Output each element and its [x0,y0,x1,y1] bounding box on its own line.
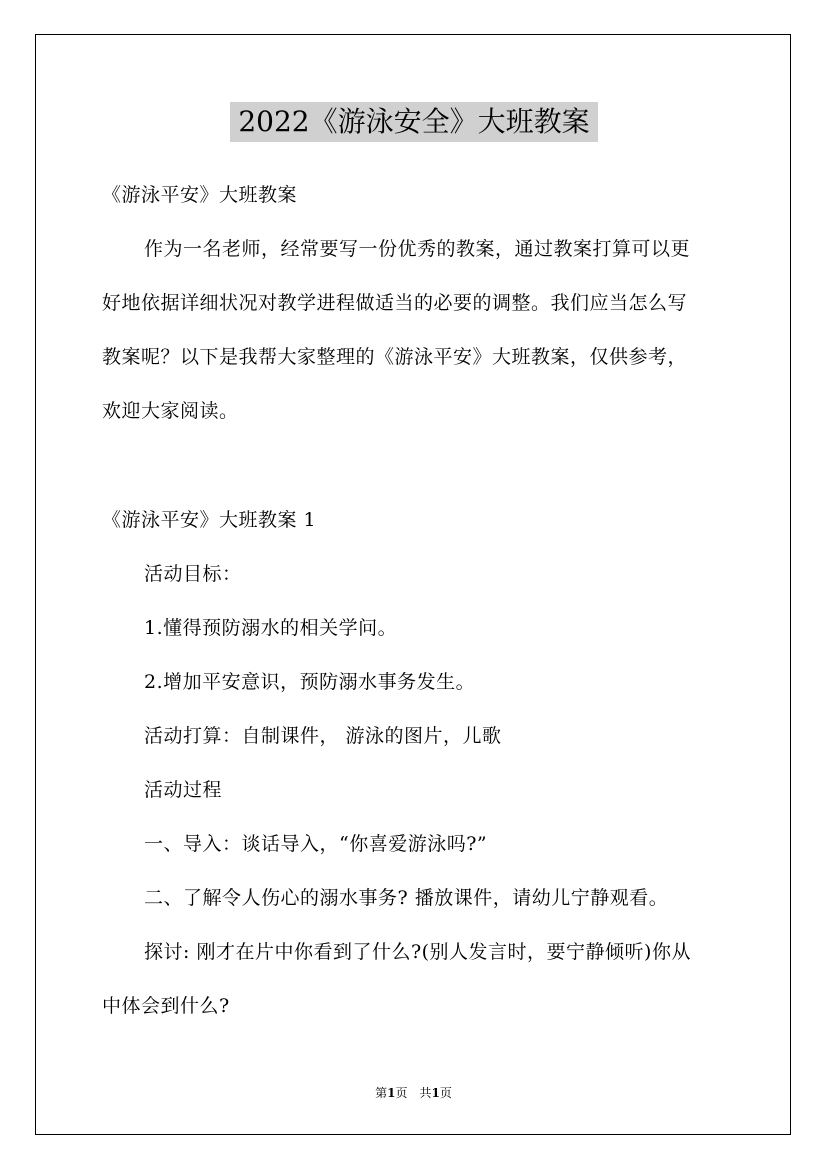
intro-line: 欢迎大家阅读。 [102,400,239,422]
section-heading: 《游泳平安》大班教案 1 [102,509,317,531]
body-line: 活动目标： [144,563,242,585]
intro-line: 好地依据详细状况对教学进程做适当的必要的调整。我们应当怎么写 [102,292,688,314]
document-title: 2022《游泳安全》大班教案 [230,102,598,142]
footer-page-prefix: 第 [375,1086,388,1100]
intro-line: 教案呢？以下是我帮大家整理的《游泳平安》大班教案，仅供参考， [102,346,688,368]
footer-page-mid: 页 共 [395,1086,432,1100]
body-line: 一、导入：谈话导入，“你喜爱游泳吗?” [144,833,488,855]
body-line: 活动打算：自制课件， 游泳的图片，儿歌 [144,725,502,747]
intro-line: 作为一名老师，经常要写一份优秀的教案，通过教案打算可以更 [144,238,691,260]
page-footer [0,1085,827,1101]
body-line: 活动过程 [144,779,223,801]
document-subtitle: 《游泳平安》大班教案 [102,184,298,206]
footer-page-number: 1 [387,1086,396,1100]
body-line: 二、了解令人伤心的溺水事务? 播放课件，请幼儿宁静观看。 [144,887,669,909]
footer-page-suffix: 页 [439,1086,452,1100]
body-line: 1.懂得预防溺水的相关学问。 [144,617,398,639]
body-line: 中体会到什么? [102,995,230,1017]
body-line: 探讨: 刚才在片中你看到了什么?(别人发言时，要宁静倾听)你从 [144,941,691,963]
footer-page-total: 1 [431,1086,440,1100]
body-line: 2.增加平安意识，预防溺水事务发生。 [144,671,476,693]
